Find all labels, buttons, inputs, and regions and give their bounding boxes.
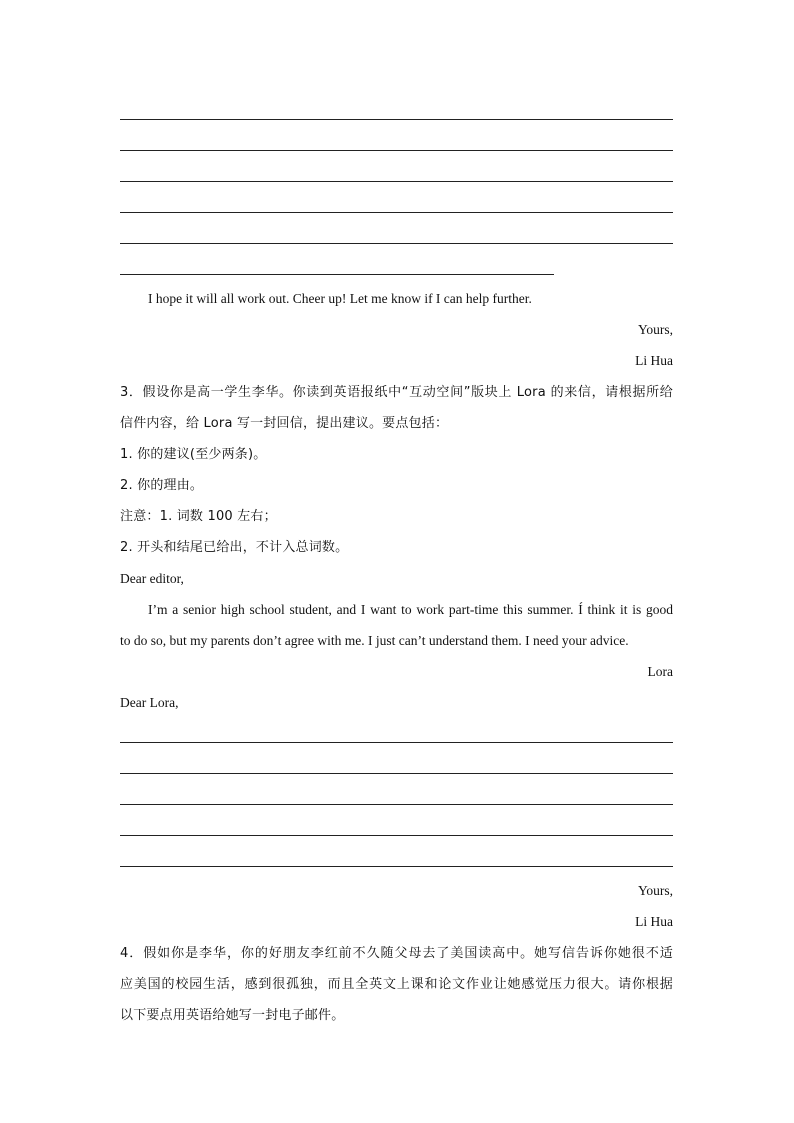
writing-line — [120, 243, 673, 244]
q4-prompt-line-2: 应美国的校园生活，感到很孤独，而且全英文上课和论文作业让她感觉压力很大。请你根据 — [120, 977, 673, 992]
closing-sentence: I hope it will all work out. Cheer up! Let me know if I can help further. — [148, 291, 532, 306]
q4-prompt-line-1: 4．假如你是李华，你的好朋友李红前不久随父母去了美国读高中。她写信告诉你她很不适 — [120, 946, 673, 961]
sign-off: Yours, — [637, 322, 673, 337]
q3-prompt-line-2: 信件内容，给 Lora 写一封回信，提出建议。要点包括： — [120, 416, 449, 431]
q3-note-2: 2. 开头和结尾已给出，不计入总词数。 — [120, 540, 349, 555]
writing-line — [120, 773, 673, 774]
writing-line — [120, 742, 673, 743]
q4-prompt-line-3: 以下要点用英语给她写一封电子邮件。 — [120, 1008, 345, 1023]
q3-point-1: 1. 你的建议(至少两条)。 — [120, 447, 267, 462]
reply-greeting: Dear Lora, — [120, 695, 179, 710]
letter-body-line-2: to do so, but my parents don’t agree with me. I just can’t understand them. I need your advice. — [120, 633, 629, 648]
writing-line — [120, 804, 673, 805]
writing-line — [120, 212, 673, 213]
writing-line — [120, 150, 673, 151]
writing-line-short — [120, 274, 554, 275]
q3-prompt-line-1: 3．假设你是高一学生李华。你读到英语报纸中“互动空间”版块上 Lora 的来信，请根据所给 — [120, 385, 673, 400]
q3-point-2: 2. 你的理由。 — [120, 478, 204, 493]
q3-note-1: 注意：1. 词数 100 左右； — [120, 509, 277, 524]
writing-line — [120, 866, 673, 867]
reply-sign-off: Yours, — [637, 883, 673, 898]
writing-line — [120, 835, 673, 836]
letter-body-line-1: I’m a senior high school student, and I want to work part-time this summer. Í think it is good — [148, 602, 673, 617]
reply-signature: Li Hua — [635, 914, 673, 929]
signature: Li Hua — [635, 353, 673, 368]
writing-line — [120, 181, 673, 182]
writing-line — [120, 119, 673, 120]
letter-sender: Lora — [647, 664, 673, 679]
letter-greeting: Dear editor, — [120, 571, 184, 586]
